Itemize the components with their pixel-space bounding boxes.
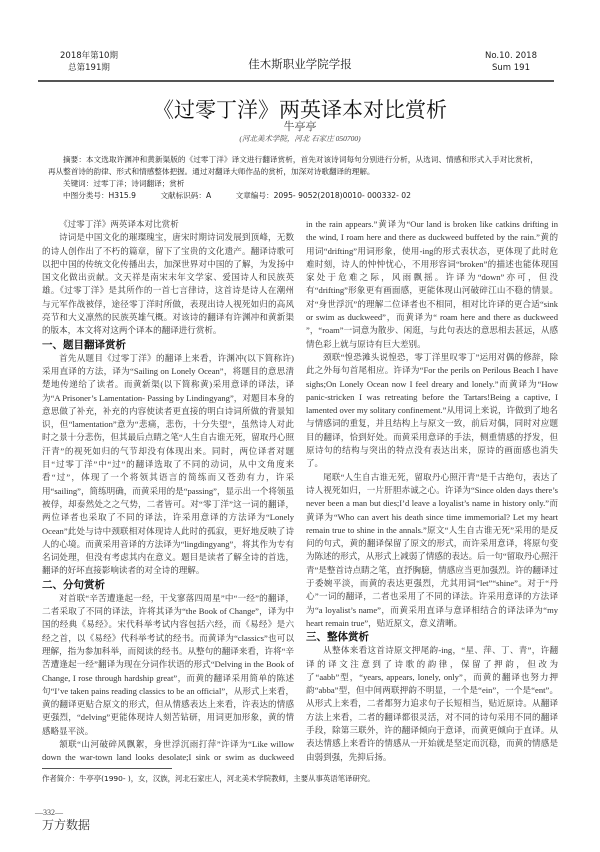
author-affiliation: (河北美术学院，河北 石家庄 050700) bbox=[239, 134, 361, 143]
columns bbox=[42, 218, 558, 766]
right-column bbox=[306, 218, 558, 766]
section-heading: 一、题目翻译赏析 bbox=[42, 338, 126, 351]
classification-line bbox=[48, 190, 538, 202]
left-column bbox=[42, 218, 294, 766]
issue-number-cn: 2018年第10期 bbox=[60, 51, 118, 61]
abstract: 摘要：本文选取许渊冲和黄新渠版的《过零丁洋》译文进行翻译赏析，首先对该诗词每句分别进行分析，从选词、情感和形式入手对比赏析，再从整首诗的韵律、形式和情感整体把握。通过对翻译大师作品的赏析，加深对诗歌翻译的理解。 bbox=[48, 155, 538, 176]
author-footnote: 作者简介：牛亭亭(1990- )，女，汉族，河北石家庄人，河北美术学院教师，主要从事英语笔译研究。 bbox=[42, 774, 375, 783]
paragraph-continued: in the rain appears.”黄译为“Our land is broken like catkins drifting in the wind, I roam here and there as duckweed buffeted by the rain.”黄的用词“drifting”用词形象，使用-ing的形式表状态，更体现了此时危难时刻，诗人的忡忡忧心，不用形容词“broken”的描述也能体现国家处于危难之际，风雨飘摇。许译为“down”亦可，但没有“drifting”形象更有画面感，更能体现山河破碎江山不稳的情景。对“身世浮沉”的理解二位译者也不相同，相对比许译的更合适“sink or swim as duckweed”，而黄译为“ roam here and there as duckweed ”，“roam”一词意为散步、闲逛，与此句表达的意思相去甚远，从感情色彩上就与原诗有巨大差别。 bbox=[306, 219, 558, 349]
journal-name: 佳木斯职业学院学报 bbox=[248, 57, 352, 71]
document-code: 文献标识码：A bbox=[160, 191, 212, 200]
article-title: 《过零丁洋》两英译本对比赏析 bbox=[153, 98, 447, 122]
footnote-rule bbox=[42, 768, 172, 769]
total-issue-cn: 总第191期 bbox=[68, 63, 110, 73]
front-matter bbox=[48, 154, 538, 202]
paragraph: 颈联“惶恐滩头说惶恐，零丁洋里叹零丁”运用对偶的修辞，除此之外每句首尾相应。许译为“For the perils on Perilous Beach I have sighs;On Lonely Ocean now I feel dreary and lonely.”而黄译为“How panic-stricken I was retreating before the Tartars!Being a captive, I lamented over my solitary confinement.”从用词上来说，许做到了地名与情感词的重复，并且结构上与原文一致，前后对偶，同时对应题目的翻译，恰到好处。而黄采用意译的手法，侧重情感的抒发，但原诗句的结构与突出的特点没有表达出来，原诗的画面感也消失了。 bbox=[306, 351, 558, 469]
paragraph: 颔联“山河破碎风飘絮，身世浮沉雨打萍”许译为“Like willow down the war-town land looks desolate;I sink or swim as duckweed bbox=[42, 738, 294, 763]
header-rule bbox=[38, 80, 554, 82]
paragraph: 诗词是中国文化的璀璨瑰宝，唐宋时期诗词发展到顶峰，无数的诗人创作出了不朽的篇章，留下了宝贵的文化遗产。翻译诗歌可以把中国的传统文化传播出去，加深世界对中国的了解，为发扬中国文化做出贡献。文天祥是南宋末年文学家、爱国诗人和民族英雄。《过零丁洋》是其所作的一首七言律诗，这首诗是诗人在潮州与元军作战被俘，途径零丁洋时所做，表现出诗人视死如归的高风亮节和大义凛然的民族英雄气概。对该诗的翻译有许渊冲和黄新渠的版本，本文将对这两个译本的翻译进行赏析。 bbox=[42, 232, 294, 336]
paragraph: 从整体来看这首诗原文押尾韵-ing，“星、萍、丁、青”，许翻译的译文注意到了诗歌的韵律，保留了押韵，但改为了“aabb”型，“years, appears, lonely, only”，而黄的翻译也努力押韵“abba”型，但中间两联押韵不明显，一个是“ein”，一个是“ent”。从形式上来看，二者都努力追求句子长短相当，贴近原诗。从翻译方法上来看，二者的翻译都很灵活，对不同的诗句采用不同的翻译手段，除第三联外，许的翻译倾向于意译，而黄更倾向于直译。从表达情感上来看许的情感从一开始就是坚定而沉稳，而黄的情感是由弱到强，先抑后扬。 bbox=[306, 645, 558, 762]
total-issue-en: Sum 191 bbox=[492, 63, 530, 73]
section-heading: 三、整体赏析 bbox=[306, 631, 369, 644]
article-number: 文章编号：2095- 9052(2018)0010- 000332- 02 bbox=[235, 191, 411, 200]
section-heading: 二、分句赏析 bbox=[42, 578, 105, 591]
running-title: 《过零丁洋》两英译本对比赏析 bbox=[59, 219, 179, 229]
keywords: 关键词：过零丁洋；诗词翻译；赏析 bbox=[63, 179, 185, 188]
paragraph: 尾联“人生自古谁无死，留取丹心照汗青”是千古绝句，表达了诗人视死如归，一片肝胆赤诚之心。许译为“Since olden days there’s never been a man but dies;I’d leave a loyalist’s name in history only.”而黄译为“Who can avert his death since time immemorial? Let my heart remain true to shine in the annals.”原文“人生自古谁无死”采用的是反问的句式，黄的翻译保留了原文的形式，而许采用意译，将原句变为陈述的形式，从形式上减弱了情感的表达。后一句“留取丹心照汗青”是整首诗点睛之笔，直抒胸臆，情感应当更加强烈。许的翻译过于委婉平淡，而黄的表达更强烈，尤其用词“let”“shine”。对于“丹心”一词的翻译，二者也采用了不同的译法。许采用意译的方法译为“a loyalist’s name”，而黄采用直译与意译相结合的译法译为“my heart remain true”，贴近原文，意义清晰。 bbox=[306, 471, 558, 628]
author-name: 牛亭亭 bbox=[283, 121, 317, 133]
clc-number: 中图分类号：H315.9 bbox=[63, 191, 137, 200]
paragraph: 对首联“辛苦遭逢起一经，干戈寥落四周星”中“一经”的翻译，二者采取了不同的译法，许将其译为“the Book of Change”，译为中国的经典《易经》。宋代科举考试内容包括六经，而《易经》是六经之首，以《易经》代科举考试的经书。而黄译为“classics”也可以理解，指为参加科举，而阅读的经书。从整句的翻译来看，许将“辛苦遭逢起一经”翻译为现在分词作状语的形式“Delving in the Book of Change, I rose through hardship great”，而黄的翻译采用简单的陈述句“I’ve taken pains reading classics to be an official”，从形式上来看，黄的翻译更贴合原文的形式，但从情感表达上来看，许表达的情感更强烈，“delving”更能体现诗人刻苦钻研，用词更加形象，黄的情感略显平淡。 bbox=[42, 592, 294, 736]
paragraph: 首先从题目《过零丁洋》的翻译上来看，许渊冲(以下简称许)采用直译的方法，译为“Sailing on Lonely Ocean”，将题目的意思清楚地传递给了读者。而黄新渠(以下简称黄)采用意译的译法，译为“A Prisoner’s Lamentation- Passing by Lindingyang”，对题目本身的意思做了补充，补充的内容使读者更直接的明白诗词所做的背景知识，但“lamentation”意为“悲痛，悲伤，十分失望”，虽然诗人对此时之景十分悲伤，但其最后点睛之笔“人生自古谁无死，留取丹心照汗青”的视死如归的气节却没有体现出来。同时，两位译者对题目“过零丁洋”中“过”的翻译选取了不同的动词，从中文角度来看“过”，体现了一个将领其语言的简练而又苍劲有力，许采用“sailing”，简练明确，而黄采用的是“passing”，显示出一个将领虽被俘，却泰然处之之气势，二者皆可。对“零丁洋”这一词的翻译，两位译者也采取了不同的译法，许采用意译的方法译为“Lonely Ocean”此处与诗中颈联相对体现诗人此时的孤寂，更好地反映了诗人的心境。而黄采用音译的方法译为“lingdingyang”，将其作为专有名词处理，但没有考虑其内在意义。题目是读者了解全诗的首选，翻译的好坏直接影响读者的对全诗的理解。 bbox=[42, 352, 294, 576]
watermark: 万方数据 bbox=[42, 818, 91, 832]
issue-number-en: No.10. 2018 bbox=[485, 51, 537, 61]
page-footer bbox=[35, 768, 600, 852]
issue-info-en bbox=[466, 50, 556, 74]
issue-info-cn bbox=[44, 50, 134, 74]
page-number: —332— bbox=[35, 808, 63, 817]
